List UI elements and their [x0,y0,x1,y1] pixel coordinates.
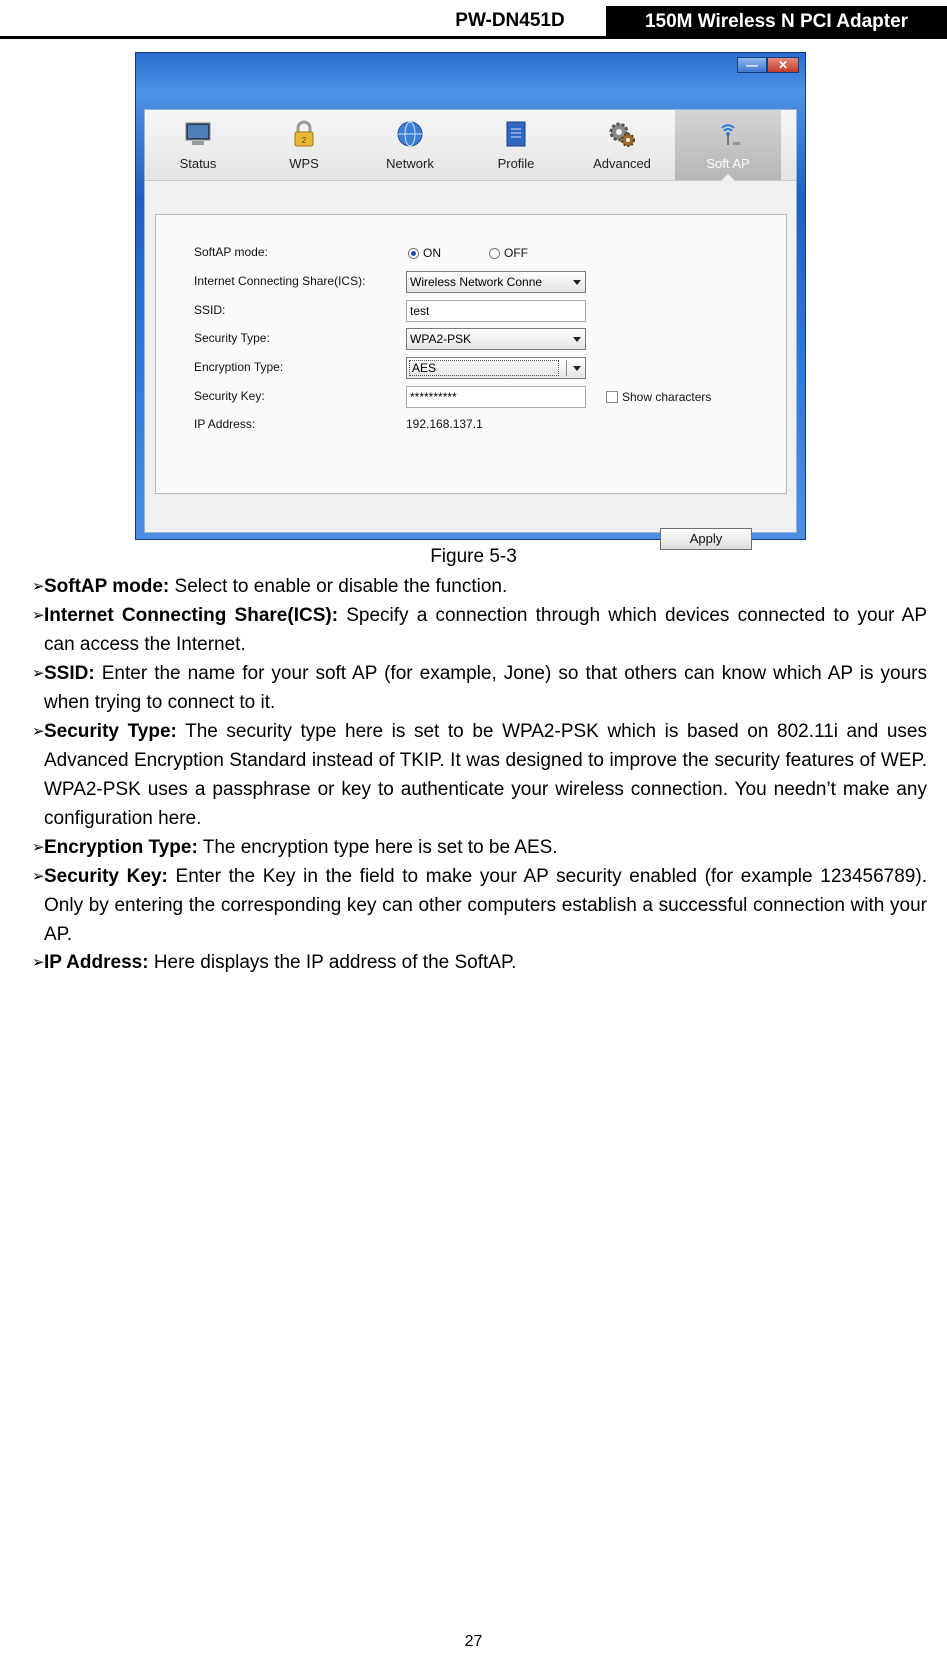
tab-network-label: Network [386,156,434,171]
bullet-marker: ➢ [32,665,45,682]
globe-icon [396,120,424,148]
list-item-term: SoftAP mode: [44,576,170,597]
ip-address-value: 192.168.137.1 [406,417,483,431]
bullet-marker: ➢ [32,954,45,971]
bullet-marker: ➢ [32,868,45,885]
list-item [32,601,927,659]
bullet-marker: ➢ [32,607,45,624]
list-item [32,717,927,833]
svg-text:2: 2 [301,136,307,145]
show-characters-checkbox[interactable] [606,391,618,403]
soft-ap-settings-panel [155,214,787,494]
chevron-down-icon [573,280,581,285]
list-item-description: Enter the Key in the field to make your AP security enabled (for example 123456789). Only by entering the corresponding key can other computers establish a successful connection with your AP. [44,866,927,945]
header-rule [0,36,947,39]
tab-advanced-label: Advanced [593,156,651,171]
monitor-icon [184,120,212,148]
show-characters-label: Show characters [622,390,712,404]
list-item-description: Specify a connection through which devices connected to your AP can access the Internet. [44,605,927,655]
softap-on-label: ON [423,246,441,260]
close-button[interactable]: ✕ [767,57,799,73]
lock-icon [290,120,318,148]
encryption-type-label: Encryption Type: [194,360,284,374]
security-type-label: Security Type: [194,331,270,345]
security-type-select[interactable] [406,328,586,350]
list-item-description: Here displays the IP address of the SoftAP. [148,952,517,973]
tab-status-label: Status [179,156,217,171]
window-controls [737,57,799,73]
softap-on-radio[interactable] [408,248,419,259]
apply-button[interactable]: Apply [660,528,752,550]
list-item-term: IP Address: [44,952,149,973]
list-item [32,833,927,862]
softap-mode-label: SoftAP mode: [194,245,268,259]
profile-icon [502,120,530,148]
list-item-text [32,601,927,659]
bullet-marker: ➢ [32,578,45,595]
list-item-description: Enter the name for your soft AP (for example, Jone) so that others can know which AP is yours when trying to connect to it. [44,663,927,713]
ssid-label: SSID: [194,303,226,317]
chevron-down-icon [573,337,581,342]
window-client-area [144,109,797,546]
list-item-term: Internet Connecting Share(ICS): [44,605,339,626]
list-item-text [32,717,927,833]
ics-select[interactable] [406,271,586,293]
list-item-description: Select to enable or disable the function. [169,576,508,597]
tab-status[interactable] [145,110,251,180]
list-item [32,948,927,977]
security-key-input[interactable]: ********** [406,386,586,408]
encryption-type-select[interactable] [406,357,586,379]
tab-profile-label: Profile [497,156,535,171]
bullet-marker: ➢ [32,723,45,740]
encryption-type-value: AES [409,360,559,376]
list-item-text [32,948,927,977]
tab-advanced[interactable] [569,110,675,180]
gears-icon [608,120,636,148]
list-item-term: SSID: [44,663,95,684]
list-item-description: The encryption type here is set to be AES. [197,837,558,858]
tab-wps-label: WPS [289,156,319,171]
softap-off-label: OFF [504,246,528,260]
list-item [32,572,927,601]
list-item-text [32,862,927,949]
ics-select-value: Wireless Network Conne [410,275,543,289]
list-item-text [32,833,927,862]
bullet-marker: ➢ [32,839,45,856]
document-model: PW-DN451D [455,10,565,31]
ics-label: Internet Connecting Share(ICS): [194,274,366,288]
select-divider [566,360,567,376]
figure-caption: Figure 5-3 [430,546,517,567]
tab-profile[interactable] [463,110,569,180]
list-item-text [32,572,927,601]
ip-address-label: IP Address: [194,417,256,431]
utility-window [135,52,806,546]
page-number: 27 [464,1633,483,1650]
toolbar [145,110,796,181]
chevron-down-icon [573,366,581,371]
security-key-label: Security Key: [194,389,265,403]
list-item-term: Security Key: [44,866,168,887]
document-title: 150M Wireless N PCI Adapter [606,6,947,38]
tab-soft-ap-label: Soft AP [706,156,750,171]
ssid-input[interactable]: test [406,300,586,322]
list-item [32,862,927,949]
tab-wps[interactable] [251,110,357,180]
tab-soft-ap[interactable] [675,110,781,180]
list-item [32,659,927,717]
minimize-button[interactable]: — [737,57,767,73]
list-item-description: The security type here is set to be WPA2-PSK which is based on 802.11i and uses Advanced Encryption Standard instead of TKIP. It was designed to improve the security features of WEP. WPA2-PSK uses a passphrase or key to authenticate your wireless connection. You needn’t make any configuration here. [44,721,927,829]
list-item-text [32,659,927,717]
softap-off-radio[interactable] [489,248,500,259]
antenna-icon [714,120,742,148]
list-item-term: Encryption Type: [44,837,198,858]
security-type-value: WPA2-PSK [410,332,472,346]
tab-network[interactable] [357,110,463,180]
list-item-term: Security Type: [44,721,177,742]
